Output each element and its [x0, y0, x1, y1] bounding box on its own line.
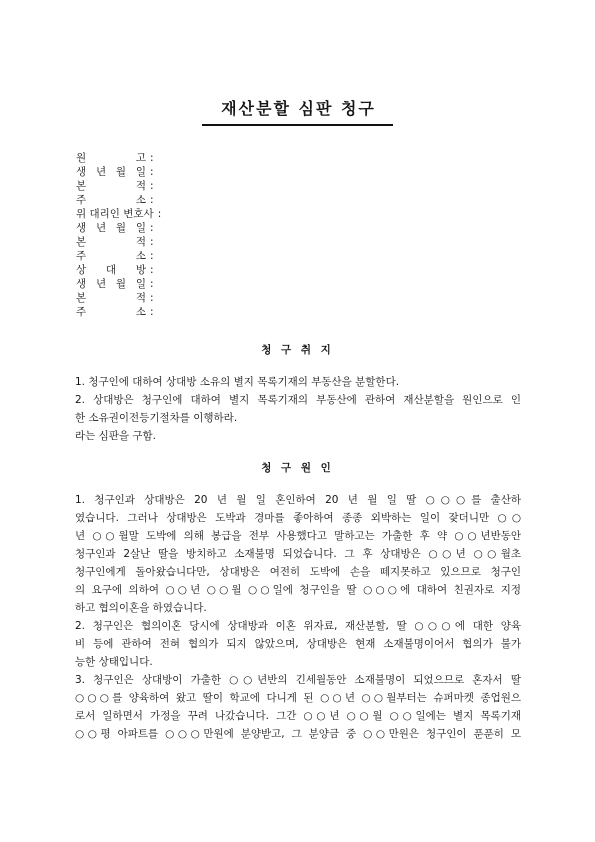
respondent-address-label: 주 소	[76, 306, 146, 318]
party-field-separator: :	[150, 194, 154, 206]
attorney-birthdate-label: 생 년 월 일	[76, 222, 146, 234]
party-field-row	[76, 207, 161, 221]
claim-grounds-line: ○○○를 양육하여 왔고 딸이 학교에 다니게 된 ○○년 ○○월부터는 슈퍼마켓 종업원으	[75, 692, 521, 704]
claim-grounds-line: 청구인에게 돌아왔습니다만, 상대방은 여전히 도박에 손을 떼지못하고 있으므로 청구인	[75, 566, 521, 578]
party-field-row	[76, 179, 161, 193]
plaintiff-birthdate-label: 생 년 월 일	[76, 166, 146, 178]
claim-grounds-line: 의 요구에 의하여 ○○년 ○○월 ○○일에 청구인을 딸 ○○○에 대하여 친권자로 지정	[75, 584, 521, 596]
title-block	[0, 99, 595, 126]
party-field-separator: :	[150, 166, 154, 178]
attorney-registered-domicile-label: 본 적	[76, 236, 146, 248]
claim-grounds-line: ○○평 아파트를 ○○○만원에 분양받고, 그 분양금 중 ○○만원은 청구인이 푼푼히 모	[75, 728, 521, 740]
claim-grounds-line: 능한 상태입니다.	[75, 656, 153, 668]
party-field-separator: :	[150, 236, 154, 248]
claim-grounds-line: 로서 일하면서 가정을 꾸려 나갔습니다. 그간 ○○년 ○○월 ○○일에는 별지 목록기재	[75, 710, 521, 722]
claim-grounds-line: 2. 청구인은 협의이혼 당시에 상대방과 이혼 위자료, 재산분할, 딸 ○○○에 대한 양육	[75, 620, 521, 632]
claim-purpose-line: 1. 청구인에 대하여 상대방 소유의 별지 목록기재의 부동산을 분할한다.	[75, 376, 400, 388]
claim-grounds-line: 3. 청구인은 상대방이 가출한 ○○년반의 긴세월동안 소재불명이 되었으므로 혼자서 딸	[75, 674, 521, 686]
claim-purpose-item	[75, 373, 521, 391]
party-field-row	[76, 193, 161, 207]
plaintiff-address-label: 주 소	[76, 194, 146, 206]
claim-grounds-section	[75, 491, 521, 743]
claim-grounds-heading: 청 구 원 인	[261, 462, 334, 474]
attorney-address-label: 주 소	[76, 250, 146, 262]
claim-grounds-line: 1. 청구인과 상대방은 20 년 월 일 혼인하여 20 년 월 일 딸 ○○○를 출산하	[75, 494, 521, 506]
claim-grounds-line: 년 ○○월말 도박에 의해 봉급을 전부 사용했다고 말하고는 가출한 후 약 ○○년반동안	[75, 530, 521, 542]
party-field-row	[76, 235, 161, 249]
party-field-separator: :	[150, 222, 154, 234]
party-field-separator: :	[150, 180, 154, 192]
respondent-registered-domicile-label: 본 적	[76, 292, 146, 304]
claim-purpose-line: 2. 상대방은 청구인에 대하여 별지 목록기재의 부동산에 관하여 재산분할을 원인으로 인	[75, 394, 521, 406]
party-field-separator: :	[150, 278, 154, 290]
claim-purpose-item	[75, 391, 521, 427]
respondent-label: 상 대 방	[76, 264, 146, 276]
party-field-row	[76, 277, 161, 291]
party-field-row	[76, 291, 161, 305]
party-field-row	[76, 165, 161, 179]
claim-purpose-line: 라는 심판을 구함.	[75, 430, 157, 442]
party-field-row	[76, 305, 161, 319]
claim-purpose-heading: 청 구 취 지	[261, 344, 334, 356]
claim-grounds-item	[75, 617, 521, 671]
claim-purpose-line: 한 소유권이전등기절차를 이행하라.	[75, 412, 238, 424]
party-field-separator: :	[150, 152, 154, 164]
party-field-row	[76, 151, 161, 165]
claim-grounds-line: 비 등에 관하여 전혀 협의가 되지 않았으며, 상대방은 현재 소재불명이어서 협의가 불가	[75, 638, 521, 650]
party-field-row	[76, 249, 161, 263]
plaintiff-registered-domicile-label: 본 적	[76, 180, 146, 192]
party-field-row	[76, 221, 161, 235]
party-field-separator: :	[157, 208, 162, 220]
party-field-separator: :	[150, 292, 154, 304]
claim-grounds-item	[75, 671, 521, 743]
party-field-row	[76, 263, 161, 277]
party-field-separator: :	[150, 306, 154, 318]
claim-purpose-section	[75, 373, 521, 445]
plaintiff-label: 원 고	[76, 152, 146, 164]
claim-grounds-item	[75, 491, 521, 617]
respondent-birthdate-label: 생 년 월 일	[76, 278, 146, 290]
claim-grounds-line: 청구인과 2살난 딸을 방치하고 소재불명 되었습니다. 그 후 상대방은 ○○년 ○○월초	[75, 548, 521, 560]
claim-purpose-closing	[75, 427, 521, 445]
claim-grounds-line: 였습니다. 그러나 상대방은 도박과 경마를 좋아하여 종종 외박하는 일이 잦더니만 ○○	[75, 512, 521, 524]
party-info	[76, 151, 161, 319]
attorney-label: 위 대리인 변호사	[76, 208, 154, 220]
party-field-separator: :	[150, 250, 154, 262]
party-field-separator: :	[150, 264, 154, 276]
claim-grounds-line: 하고 협의이혼을 하였습니다.	[75, 602, 207, 614]
document-title: 재산분할 심판 청구	[202, 99, 393, 126]
